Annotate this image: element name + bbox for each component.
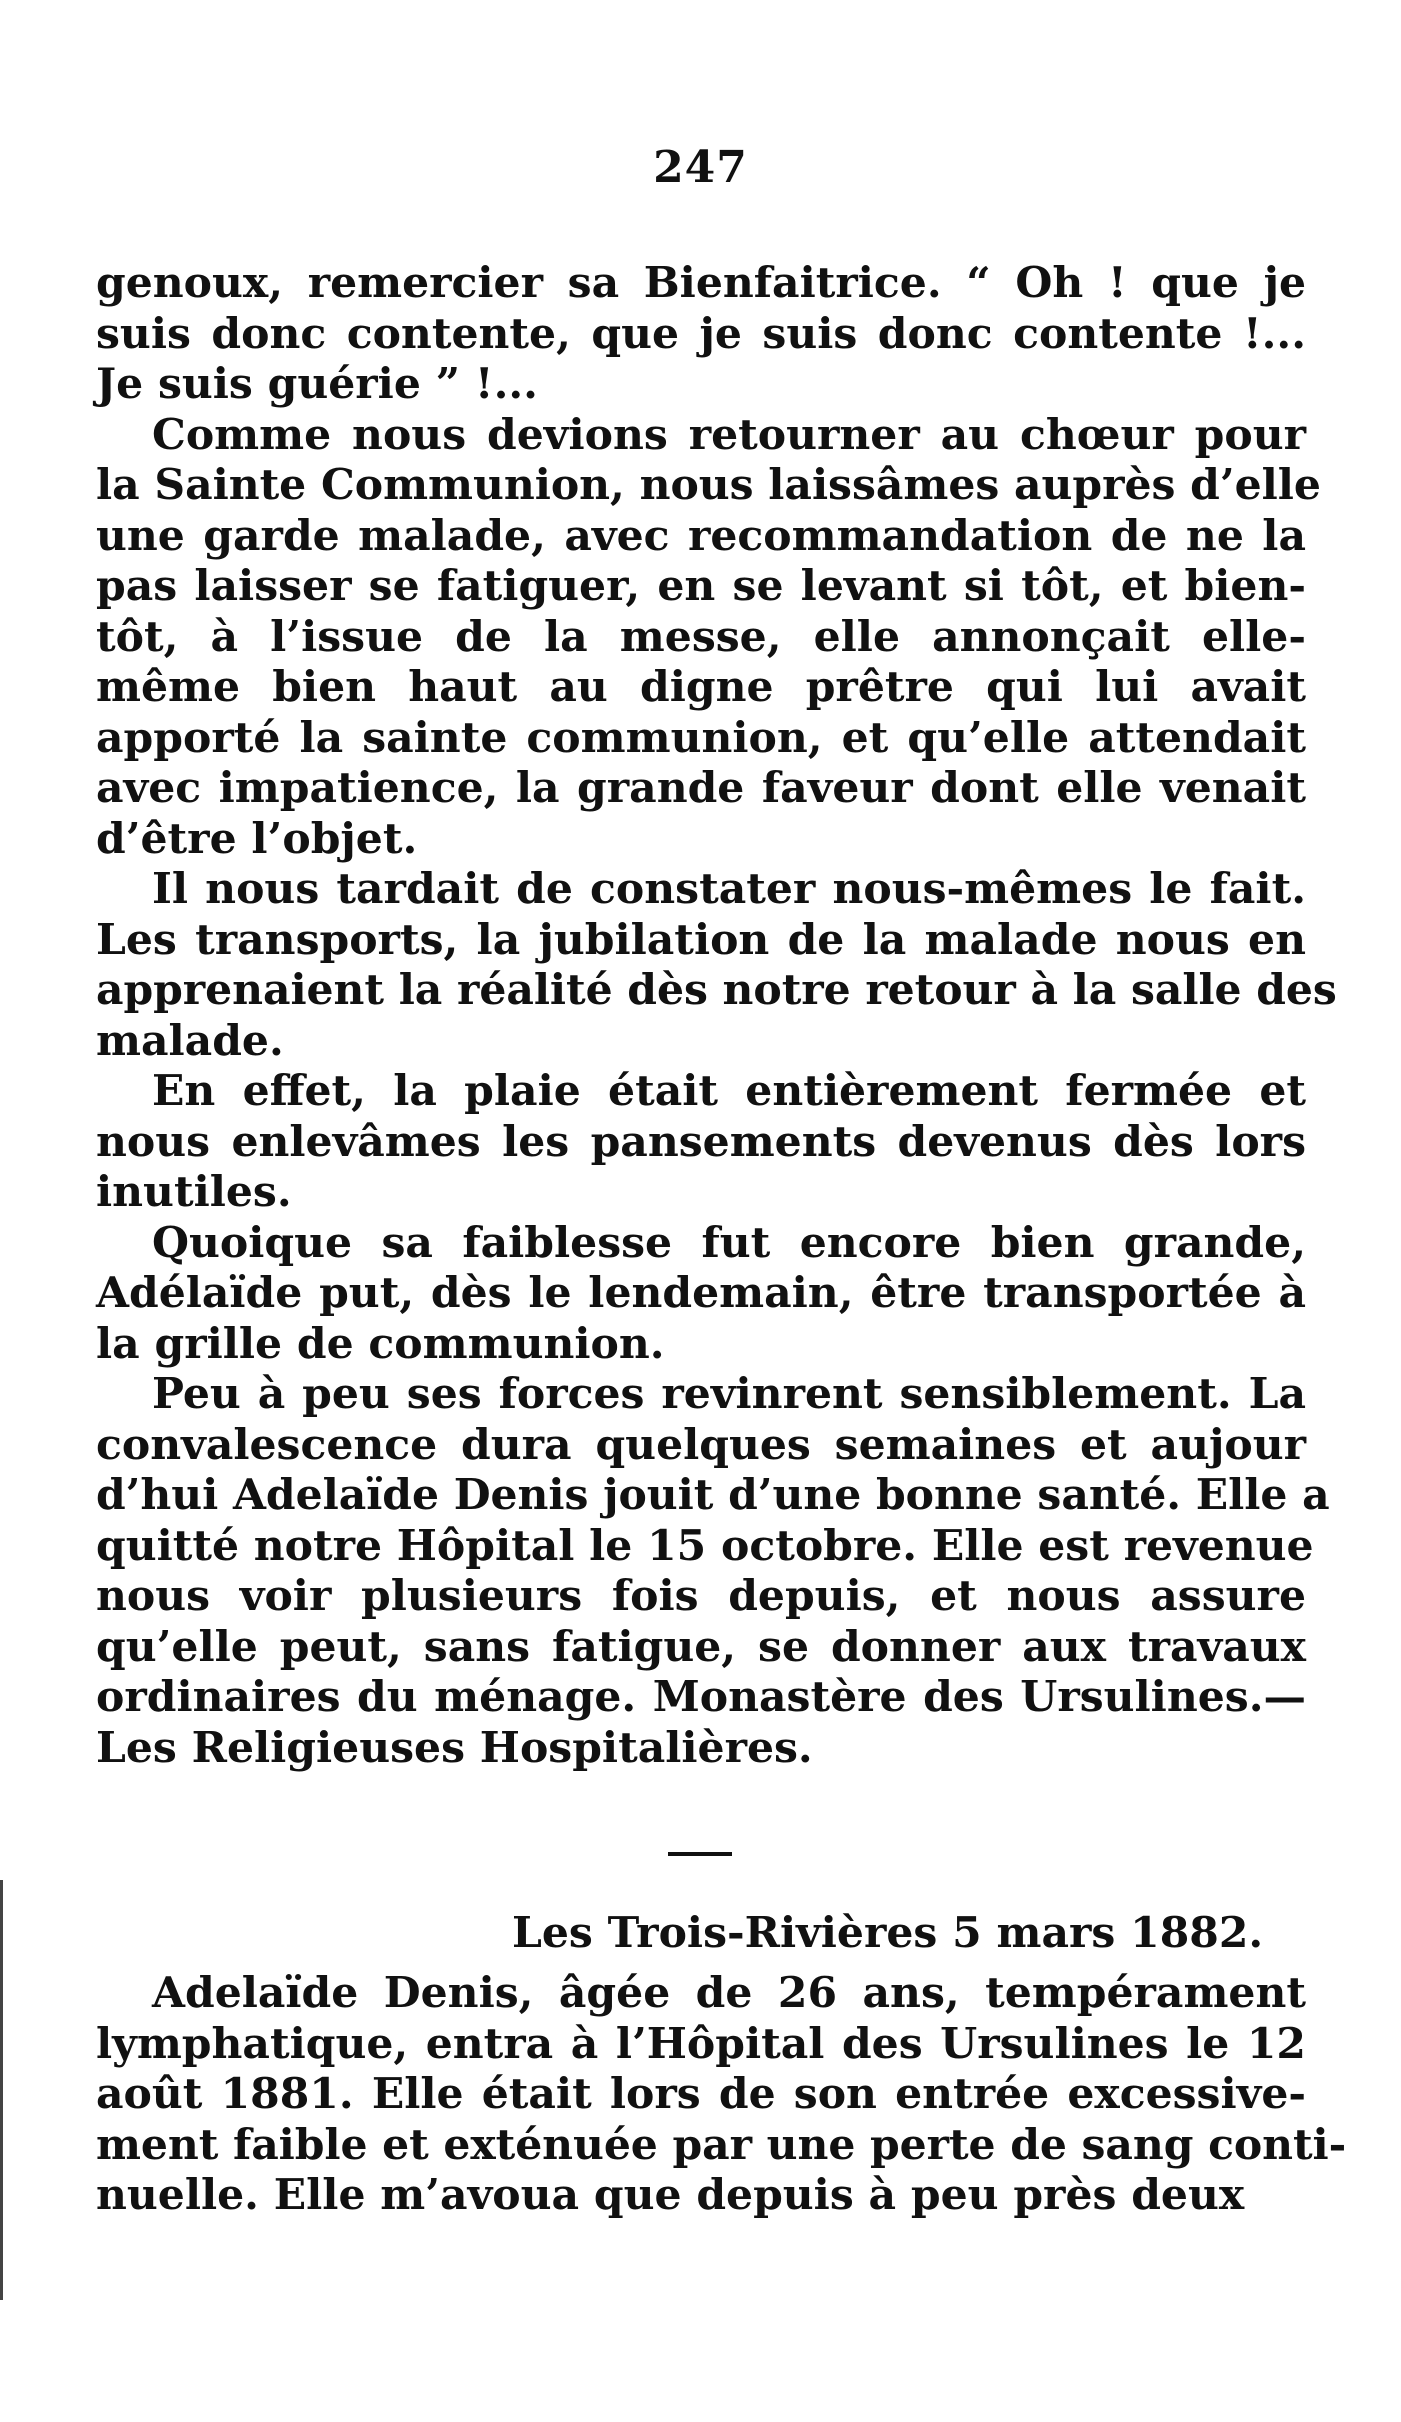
text-line: nous enlevâmes les pansements devenus dès lors: [96, 1116, 1306, 1167]
text-line: malade.: [96, 1015, 284, 1066]
text-line: Peu à peu ses forces revinrent sensiblement. La: [152, 1369, 1306, 1419]
text-line: qu’elle peut, sans fatigue, se donner aux travaux: [96, 1621, 1306, 1672]
text-line: suis donc contente, que je suis donc contente !...: [96, 308, 1306, 359]
paragraph: [96, 1218, 1306, 1370]
text-line: Adélaïde put, dès le lendemain, être transportée à: [96, 1268, 1306, 1318]
text-line: Adelaïde Denis, âgée de 26 ans, tempérament: [152, 1968, 1306, 2018]
text-line: Je suis guérie ” !...: [96, 359, 538, 409]
text-line: Quoique sa faiblesse fut encore bien grande,: [152, 1217, 1306, 1268]
text-line: Les Religieuses Hospitalières.: [96, 1722, 813, 1773]
text-line: inutiles.: [96, 1167, 292, 1217]
dateline: Les Trois-Rivières 5 mars 1882.: [512, 1908, 1264, 1958]
text-line: la grille de communion.: [96, 1318, 665, 1369]
paragraph: [96, 409, 1321, 865]
text-line: avec impatience, la grande faveur dont elle venait: [96, 763, 1306, 813]
page-number: 247: [653, 142, 748, 193]
text-line: ment faible et exténuée par une perte de sang conti-: [96, 2119, 1347, 2170]
section-divider: [668, 1852, 732, 1856]
paragraph: [96, 1066, 1306, 1218]
text-line: apprenaient la réalité dès notre retour à la salle des: [96, 965, 1337, 1015]
text-line: genoux, remercier sa Bienfaitrice. “ Oh ! que je: [96, 258, 1306, 308]
text-line: Comme nous devions retourner au chœur pour: [152, 409, 1306, 460]
text-line: même bien haut au digne prêtre qui lui avait: [96, 662, 1306, 712]
text-line: d’hui Adelaïde Denis jouit d’une bonne santé. Elle a: [96, 1470, 1330, 1520]
text-line: août 1881. Elle était lors de son entrée excessive-: [96, 2069, 1306, 2119]
second-section-text: [96, 1968, 1347, 2221]
text-line: ordinaires du ménage. Monastère des Ursulines.—: [96, 1672, 1306, 1722]
body-text: [96, 258, 1337, 1773]
paragraph: [96, 1369, 1330, 1773]
text-line: En effet, la plaie était entièrement fermée et: [152, 1066, 1306, 1116]
text-line: Il nous tardait de constater nous-mêmes le fait.: [152, 864, 1306, 914]
text-line: une garde malade, avec recommandation de ne la: [96, 510, 1306, 561]
text-line: pas laisser se fatiguer, en se levant si tôt, et bien-: [96, 561, 1306, 611]
page-edge-mark: [0, 1880, 3, 2300]
text-line: la Sainte Communion, nous laissâmes auprès d’elle: [96, 460, 1321, 510]
text-line: lymphatique, entra à l’Hôpital des Ursulines le 12: [96, 2018, 1306, 2069]
text-line: tôt, à l’issue de la messe, elle annonçait elle-: [96, 611, 1306, 662]
text-line: convalescence dura quelques semaines et aujour: [96, 1419, 1306, 1470]
text-line: nuelle. Elle m’avoua que depuis à peu près deux: [96, 2170, 1245, 2220]
text-line: Les transports, la jubilation de la malade nous en: [96, 914, 1306, 965]
paragraph: [96, 258, 1306, 410]
paragraph: [96, 1968, 1347, 2221]
text-line: nous voir plusieurs fois depuis, et nous assure: [96, 1571, 1306, 1621]
paragraph: [96, 864, 1337, 1066]
text-line: apporté la sainte communion, et qu’elle attendait: [96, 712, 1306, 763]
text-line: d’être l’objet.: [96, 813, 418, 864]
text-line: quitté notre Hôpital le 15 octobre. Elle est revenue: [96, 1520, 1314, 1571]
